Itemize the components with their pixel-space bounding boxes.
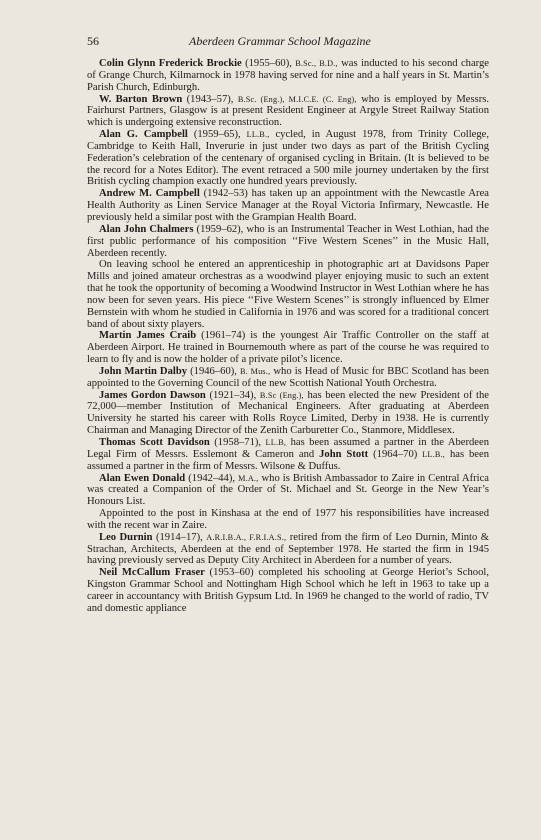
person-name: Colin Glynn Frederick Brockie xyxy=(99,58,242,69)
qualifications: LL.B., xyxy=(422,449,446,459)
qualifications: B.Sc (Eng.), xyxy=(259,390,304,400)
person-name: W. Barton Brown xyxy=(99,93,183,105)
paragraph: Appointed to the post in Kinshasa at the end of 1977 his responsibilities have increased with the recent war in Zaire. xyxy=(87,508,489,531)
qualifications: B. Mus., xyxy=(240,366,271,376)
person-name: Neil McCallum Fraser xyxy=(99,567,205,579)
paragraph: James Gordon Dawson (1921–34), B.Sc (Eng.), has been elected the new President of the 72,000—member Institution of Mechanical Engineers. After graduating at Aberdeen University he started his career with Rolls Royce Limited, Derby in 1938. He is currently Chairman and Managing Director of the Zenith Carburetter Co., Stanmore, Middlesex. xyxy=(87,389,489,437)
page-number: 56 xyxy=(87,34,99,48)
paragraph: Martin James Craib (1961–74) is the youngest Air Traffic Controller on the staff at Aberdeen Airport. He trained in Bournemouth where as part of the course he was required to learn to fly and is now the holder of a private pilot’s licence. xyxy=(87,330,490,366)
person-name: John Stott xyxy=(319,448,369,460)
notes-text xyxy=(87,58,489,615)
qualifications: M.A., xyxy=(238,473,259,483)
person-name: Alan John Chalmers xyxy=(99,223,194,235)
qualifications: B.Sc. (Eng.), M.I.C.E. (C. Eng), xyxy=(237,94,357,104)
paragraph: Colin Glynn Frederick Brockie (1955–60), B.Sc., B.D., was inducted to his second charge of Grange Church, Kilmarnock in 1978 having served for nine and a half years in St. Martin’s Parish Church, Edinburgh. xyxy=(87,58,489,93)
person-name: John Martin Dalby xyxy=(99,365,188,377)
paragraph: Alan G. Campbell (1959–65), LL.B., cycled, in August 1978, from Trinity College, Cambridge to Keith Hall, Inverurie in just under two days as part of the British Cycling Federation’s celebration of the centenary of organised cycling in Britain. (It is believed to be the record for a Notes Editor). The event retraced a 500 mile journey undertaken by the first British cycling champion exactly one hundred years previously. xyxy=(87,129,489,188)
qualifications: B.Sc., B.D., xyxy=(295,59,338,68)
paragraph: Alan John Chalmers (1959–62), who is an Instrumental Teacher in West Lothian, had the first public performance of his composition ‘‘Five Western Scenes’’ in the Music Hall, Aberdeen recently. xyxy=(87,223,489,259)
qualifications: A.R.I.B.A., F.R.I.A.S., xyxy=(206,532,287,542)
person-name: James Gordon Dawson xyxy=(99,389,206,401)
qualifications: LL.B., xyxy=(246,130,270,140)
paragraph: Leo Durnin (1914–17), A.R.I.B.A., F.R.I.A.S., retired from the firm of Leo Durnin, Minto & Strachan, Architects, Aberdeen at the end of September 1978. He started the firm in 1945 having previously served as Deputy City Architect in Aberdeen for a number of years. xyxy=(87,531,490,567)
person-name: Leo Durnin xyxy=(99,531,153,543)
paragraph: Thomas Scott Davidson (1958–71), LL.B, has been assumed a partner in the Aberdeen Legal Firm of Messrs. Esslemont & Cameron and John Stott (1964–70) LL.B., has been assumed a partner in the firm of Messrs. Wilsone & Duffus. xyxy=(87,437,489,472)
person-name: Alan G. Campbell xyxy=(99,129,188,141)
paragraph: John Martin Dalby (1946–60), B. Mus., who is Head of Music for BBC Scotland has been appointed to the Governing Council of the new Scottish National Youth Orchestra. xyxy=(87,365,489,389)
journal-title: Aberdeen Grammar School Magazine xyxy=(189,34,371,48)
paragraph: W. Barton Brown (1943–57), B.Sc. (Eng.), M.I.C.E. (C. Eng), who is employed by Messrs. Fairhurst Partners, Glasgow is at present Resident Engineer at Argyle Street Railway Station which is undergoing extensive reconstruction. xyxy=(87,93,489,129)
qualifications: LL.B, xyxy=(265,438,287,447)
person-name: Alan Ewen Donald xyxy=(99,472,186,484)
paragraph: Neil McCallum Fraser (1953–60) completed his schooling at George Heriot’s School, Kingston Grammar School and Nottingham High School which he left in 1963 to take up a career in accountancy with British Gypsum Ltd. In 1969 he changed to the world of radio, TV and domestic appliance xyxy=(87,567,489,614)
person-name: Andrew M. Campbell xyxy=(99,188,200,200)
person-name: Thomas Scott Davidson xyxy=(99,437,210,448)
paragraph: Andrew M. Campbell (1942–53) has taken up an appointment with the Newcastle Area Health Authority as Linen Service Manager at the Royal Victoria Infirmary, Newcastle. He previously held a similar post with the Grampian Health Board. xyxy=(87,188,489,223)
paragraph: On leaving school he entered an apprenticeship in photographic art at Davidsons Paper Mills and joined amateur orchestras as a woodwind player enjoying music to such an extent that he took the opportunity of becoming a Woodwind Instructor in West Lothian where he has now been for seven years. His piece ‘‘Five Western Scenes’’ is strongly influenced by Elmer Bernstein with whom he studied in California in 1976 and was scored for a traditional concert band of about sixty players. xyxy=(87,259,489,330)
person-name: Martin James Craib xyxy=(99,330,197,342)
page-header xyxy=(87,34,489,50)
paragraph: Alan Ewen Donald (1942–44), M.A., who is British Ambassador to Zaire in Central Africa was created a Companion of the Order of St. Michael and St. George in the New Year’s Honours List. xyxy=(87,472,489,508)
